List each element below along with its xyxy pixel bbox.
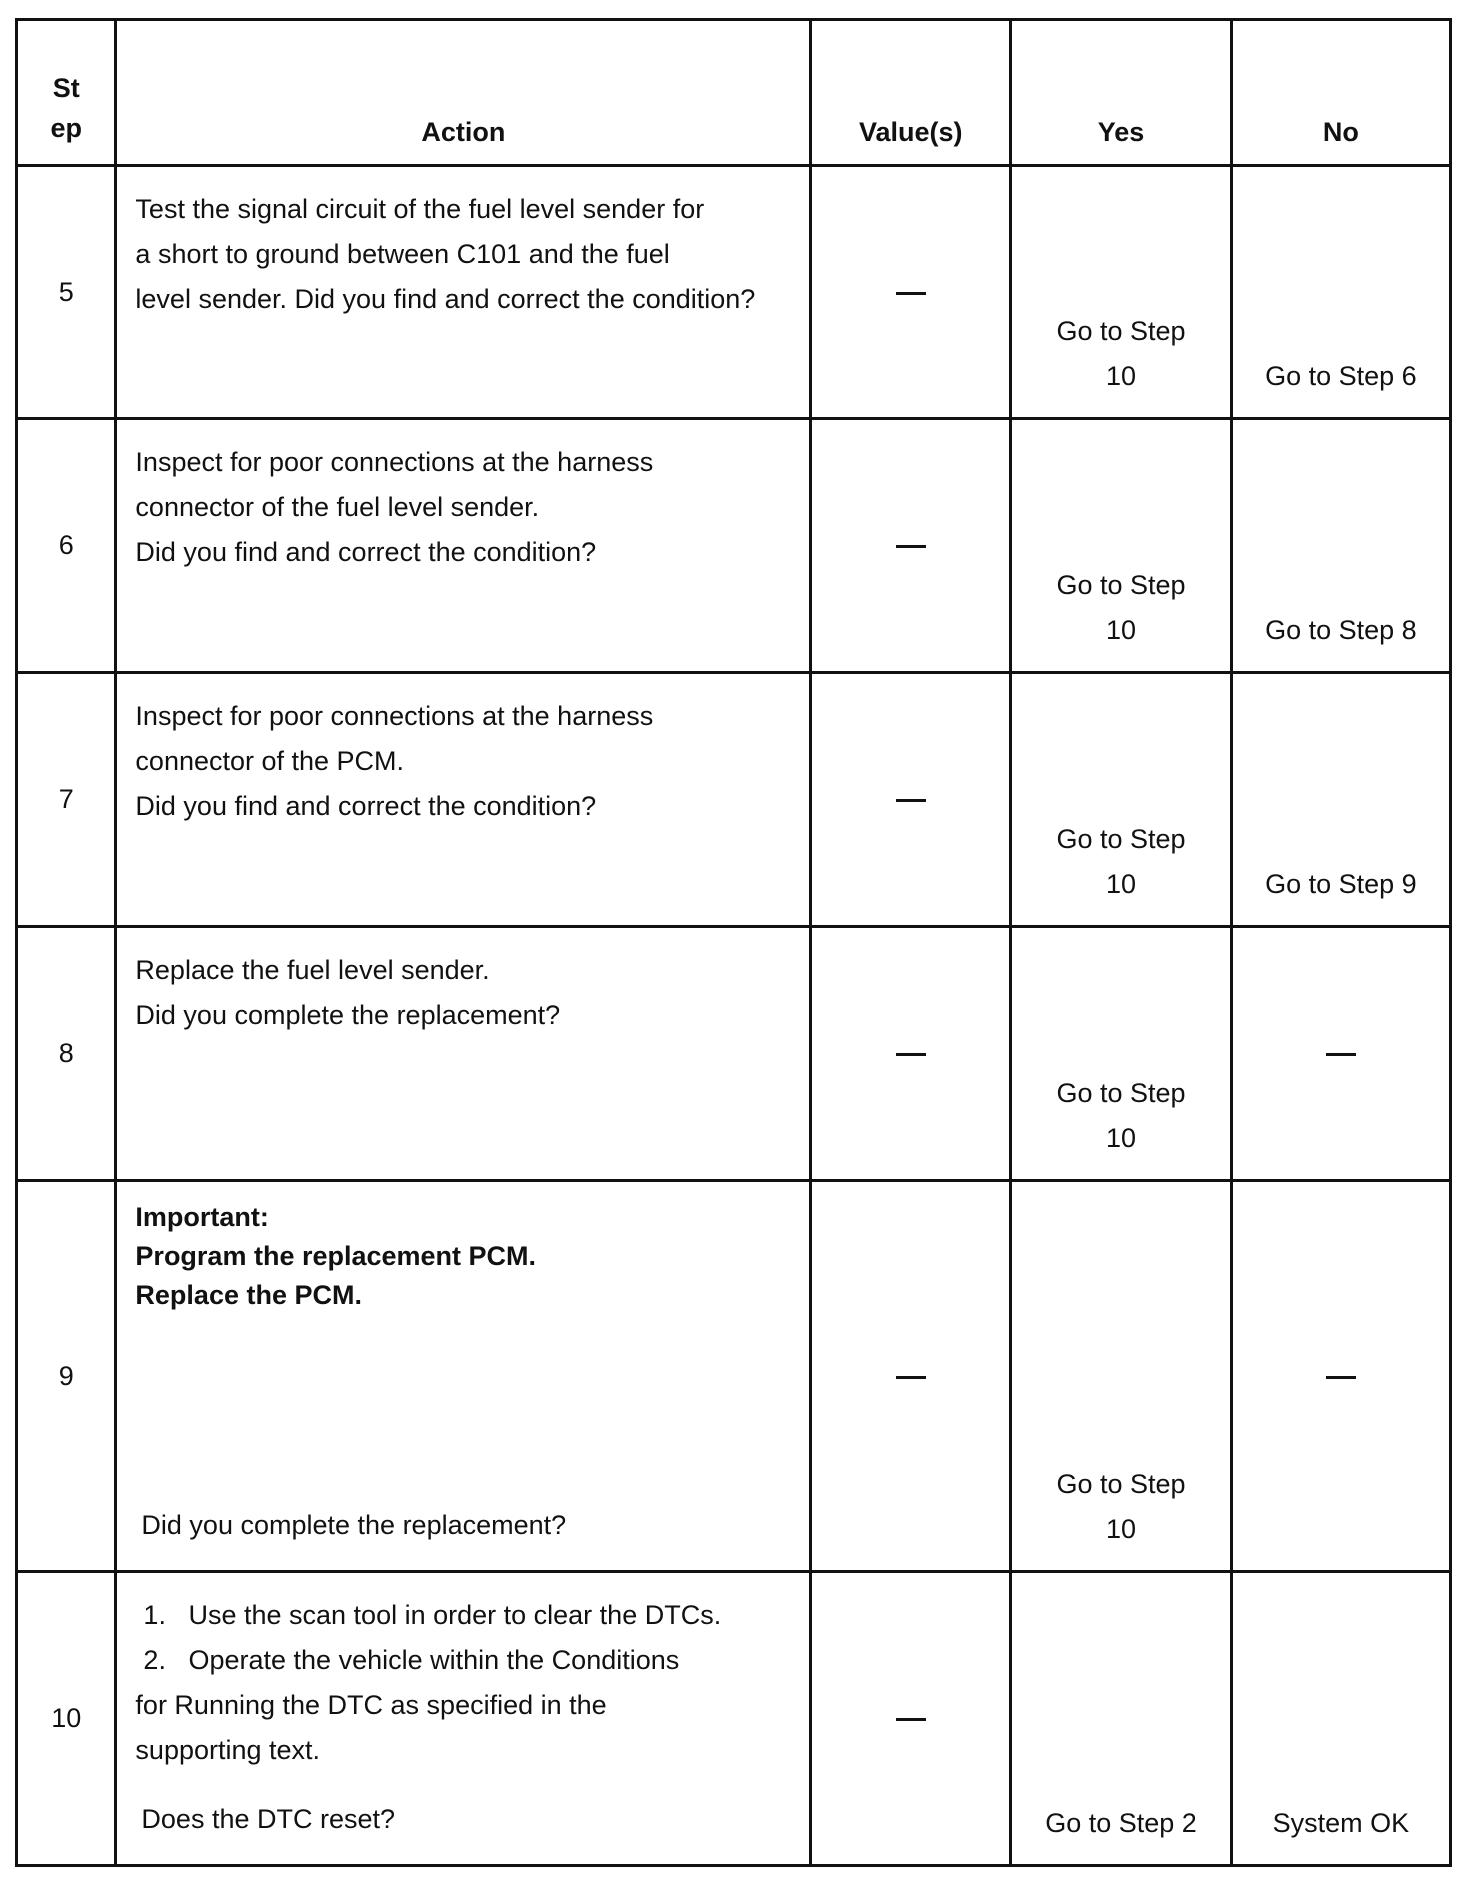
action-cell	[116, 927, 811, 1181]
step-number: 5	[17, 166, 116, 419]
action-cell	[116, 673, 811, 927]
yes-goto: Go to Step 2	[1045, 1808, 1197, 1838]
value-cell	[811, 927, 1011, 1181]
no-cell	[1231, 1181, 1450, 1572]
dash-mark	[896, 1376, 926, 1379]
yes-cell	[1011, 419, 1231, 673]
header-step: St ep	[17, 20, 116, 166]
header-values: Value(s)	[811, 20, 1011, 166]
yes-cell	[1011, 1181, 1231, 1572]
action-line: Did you find and correct the condition?	[135, 537, 597, 567]
no-cell	[1231, 673, 1450, 927]
action-question: Does the DTC reset?	[141, 1804, 396, 1834]
yes-step: 10	[1106, 615, 1137, 645]
step-number: 8	[17, 927, 116, 1181]
value-cell	[811, 419, 1011, 673]
no-goto: Go to Step 9	[1265, 869, 1417, 899]
action-line: Inspect for poor connections at the harness	[135, 701, 654, 731]
action-line: level sender. Did you find and correct the condition?	[135, 284, 756, 314]
dash-mark	[896, 292, 926, 295]
action-cell	[116, 1181, 811, 1572]
important-label: Important:	[135, 1202, 269, 1232]
dash-mark	[1326, 1376, 1356, 1379]
dash-mark	[1326, 1053, 1356, 1056]
list-item: 1. Use the scan tool in order to clear the DTCs.	[143, 1600, 722, 1630]
action-line: Did you complete the replacement?	[135, 1000, 561, 1030]
action-line: a short to ground between C101 and the fuel	[135, 239, 670, 269]
action-line: Replace the fuel level sender.	[135, 955, 490, 985]
action-line: Replace the PCM.	[135, 1280, 362, 1310]
dash-mark	[896, 1718, 926, 1721]
header-yes: Yes	[1011, 20, 1231, 166]
action-line: connector of the fuel level sender.	[135, 492, 540, 522]
dash-mark	[896, 799, 926, 802]
dash-mark	[896, 1053, 926, 1056]
action-line: Did you find and correct the condition?	[135, 791, 597, 821]
action-line: Inspect for poor connections at the harness	[135, 447, 654, 477]
yes-step: 10	[1106, 361, 1137, 391]
yes-goto: Go to Step	[1056, 824, 1186, 854]
diagnostic-table	[15, 18, 1452, 1867]
yes-step: 10	[1106, 1514, 1137, 1544]
step-number: 6	[17, 419, 116, 673]
step-number: 10	[17, 1572, 116, 1866]
action-question: Did you complete the replacement?	[141, 1510, 567, 1540]
yes-step: 10	[1106, 1123, 1137, 1153]
yes-cell	[1011, 1572, 1231, 1866]
no-cell	[1231, 419, 1450, 673]
yes-goto: Go to Step	[1056, 1469, 1186, 1499]
no-cell	[1231, 927, 1450, 1181]
action-cell	[116, 1572, 811, 1866]
no-goto: Go to Step 8	[1265, 615, 1417, 645]
action-line: Program the replacement PCM.	[135, 1241, 537, 1271]
action-line: for Running the DTC as specified in the	[135, 1690, 607, 1720]
list-item: 2. Operate the vehicle within the Conditions	[143, 1645, 680, 1675]
value-cell	[811, 1181, 1011, 1572]
no-cell	[1231, 166, 1450, 419]
value-cell	[811, 166, 1011, 419]
yes-cell	[1011, 673, 1231, 927]
value-cell	[811, 1572, 1011, 1866]
no-goto: Go to Step 6	[1265, 361, 1417, 391]
header-no: No	[1231, 20, 1450, 166]
action-line: connector of the PCM.	[135, 746, 405, 776]
yes-cell	[1011, 166, 1231, 419]
yes-cell	[1011, 927, 1231, 1181]
dash-mark	[896, 545, 926, 548]
action-line: Test the signal circuit of the fuel level sender for	[135, 194, 705, 224]
no-result: System OK	[1272, 1808, 1410, 1838]
action-line: supporting text.	[135, 1735, 321, 1765]
yes-goto: Go to Step	[1056, 1078, 1186, 1108]
action-cell	[116, 166, 811, 419]
table-row	[17, 673, 1451, 927]
table-row	[17, 1181, 1451, 1572]
yes-goto: Go to Step	[1056, 570, 1186, 600]
action-cell	[116, 419, 811, 673]
table-row	[17, 927, 1451, 1181]
step-number: 7	[17, 673, 116, 927]
table-row	[17, 1572, 1451, 1866]
yes-step: 10	[1106, 869, 1137, 899]
header-row	[17, 20, 1451, 166]
yes-goto: Go to Step	[1056, 316, 1186, 346]
header-action: Action	[116, 20, 811, 166]
table-row	[17, 419, 1451, 673]
value-cell	[811, 673, 1011, 927]
step-number: 9	[17, 1181, 116, 1572]
no-cell	[1231, 1572, 1450, 1866]
table-row	[17, 166, 1451, 419]
